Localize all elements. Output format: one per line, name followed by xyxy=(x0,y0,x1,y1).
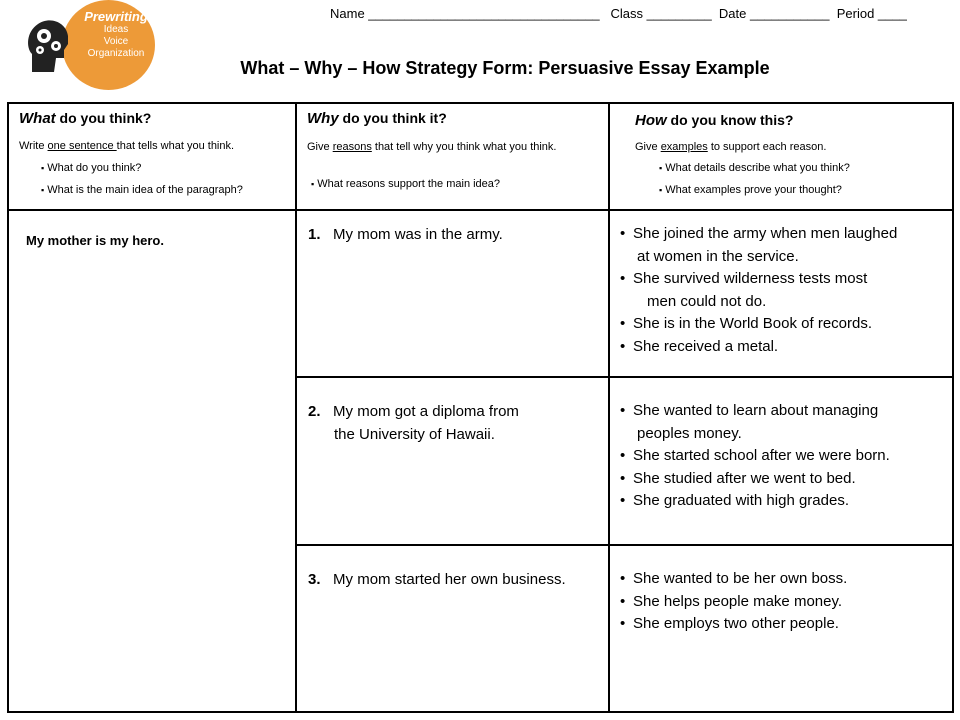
name-class-date-period-line: Name ________________________________ Class _________ Date ___________ Period ____ xyxy=(330,6,907,21)
logo-line-ideas: Ideas xyxy=(103,24,129,35)
what-header-bullets xyxy=(41,157,243,201)
evidence-1-item-1-line-1: She joined the army when men laughed xyxy=(633,225,898,242)
why-desc-post: that tell why you think what you think. xyxy=(371,141,557,153)
why-keyword: Why xyxy=(307,110,339,127)
reason-2-text-line-2: the University of Hawaii. xyxy=(334,426,495,443)
column-divider-1 xyxy=(295,104,297,711)
how-header-description xyxy=(635,141,935,154)
evidence-1-item-4: • She received a metal. xyxy=(620,336,950,359)
evidence-3-item-3: • She employs two other people. xyxy=(620,613,950,636)
why-desc-underlined: reasons xyxy=(332,141,372,153)
what-title-rest: do you think? xyxy=(55,110,152,126)
how-bullet-2: ▪ What examples prove your thought? xyxy=(659,179,850,201)
evidence-list-1 xyxy=(620,223,950,358)
evidence-1-item-1 xyxy=(620,223,950,268)
reason-1-text: My mom was in the army. xyxy=(333,226,503,243)
what-desc-pre: Write xyxy=(19,140,48,152)
logo-main-text: Prewriting xyxy=(84,9,148,24)
evidence-2-item-2: • She started school after we were born. xyxy=(620,445,950,468)
evidence-1-item-3: • She is in the World Book of records. xyxy=(620,313,950,336)
what-desc-post: that tells what you think. xyxy=(116,140,235,152)
what-desc-underlined: one sentence xyxy=(47,140,117,152)
prewriting-logo xyxy=(18,0,148,94)
why-bullet-1: ▪ What reasons support the main idea? xyxy=(311,173,500,195)
how-title-rest: do you know this? xyxy=(666,112,794,128)
header-divider xyxy=(9,209,952,211)
reason-3-number: 3. xyxy=(308,571,321,588)
how-header-title xyxy=(635,112,793,129)
page-title: What – Why – How Strategy Form: Persuasive Essay Example xyxy=(240,58,770,78)
evidence-1-item-2 xyxy=(620,268,950,313)
reason-1 xyxy=(308,223,503,246)
evidence-1-item-2-line-1: She survived wilderness tests most xyxy=(633,270,868,287)
how-keyword: How xyxy=(635,112,667,129)
evidence-3-item-1: • She wanted to be her own boss. xyxy=(620,568,950,591)
why-title-rest: do you think it? xyxy=(338,110,447,126)
row-divider-2 xyxy=(296,544,952,546)
reason-2-text: My mom got a diploma from xyxy=(333,403,519,420)
how-desc-pre: Give xyxy=(635,141,661,153)
column-divider-2 xyxy=(608,104,610,711)
logo-line-organization: Organization xyxy=(87,48,145,59)
logo-text xyxy=(76,10,156,60)
evidence-2-item-1 xyxy=(620,400,950,445)
reason-2 xyxy=(308,400,519,446)
evidence-1-item-1-line-2: at women in the service. xyxy=(637,247,799,265)
how-desc-post: to support each reason. xyxy=(707,141,827,153)
evidence-3-item-2: • She helps people make money. xyxy=(620,591,950,614)
why-header-description xyxy=(307,141,597,154)
logo-line-voice: Voice xyxy=(103,36,129,47)
how-desc-underlined: examples xyxy=(660,141,708,153)
evidence-2-item-1-line-1: She wanted to learn about managing xyxy=(633,402,879,419)
what-bullet-2: ▪ What is the main idea of the paragraph? xyxy=(41,179,243,201)
why-header-bullets xyxy=(311,173,500,195)
why-header-title xyxy=(307,110,447,127)
how-header-bullets xyxy=(659,157,850,201)
reason-3 xyxy=(308,568,566,591)
evidence-2-item-1-line-2: peoples money. xyxy=(637,424,742,442)
why-desc-pre: Give xyxy=(307,141,333,153)
reason-3-text: My mom started her own business. xyxy=(333,571,566,588)
what-keyword: What xyxy=(19,110,56,127)
what-header-title xyxy=(19,110,151,127)
reason-2-number: 2. xyxy=(308,403,321,420)
evidence-2-item-3: • She studied after we went to bed. xyxy=(620,468,950,491)
how-bullet-1: ▪ What details describe what you think? xyxy=(659,157,850,179)
reason-1-number: 1. xyxy=(308,226,321,243)
what-header-description xyxy=(19,140,291,153)
row-divider-1 xyxy=(296,376,952,378)
strategy-form-table xyxy=(7,102,954,713)
evidence-list-3 xyxy=(620,568,950,636)
evidence-list-2 xyxy=(620,400,950,513)
evidence-2-item-4: • She graduated with high grades. xyxy=(620,490,950,513)
evidence-1-item-2-line-2: men could not do. xyxy=(647,292,767,310)
main-idea-answer: My mother is my hero. xyxy=(26,233,164,248)
what-bullet-1: ▪ What do you think? xyxy=(41,157,243,179)
